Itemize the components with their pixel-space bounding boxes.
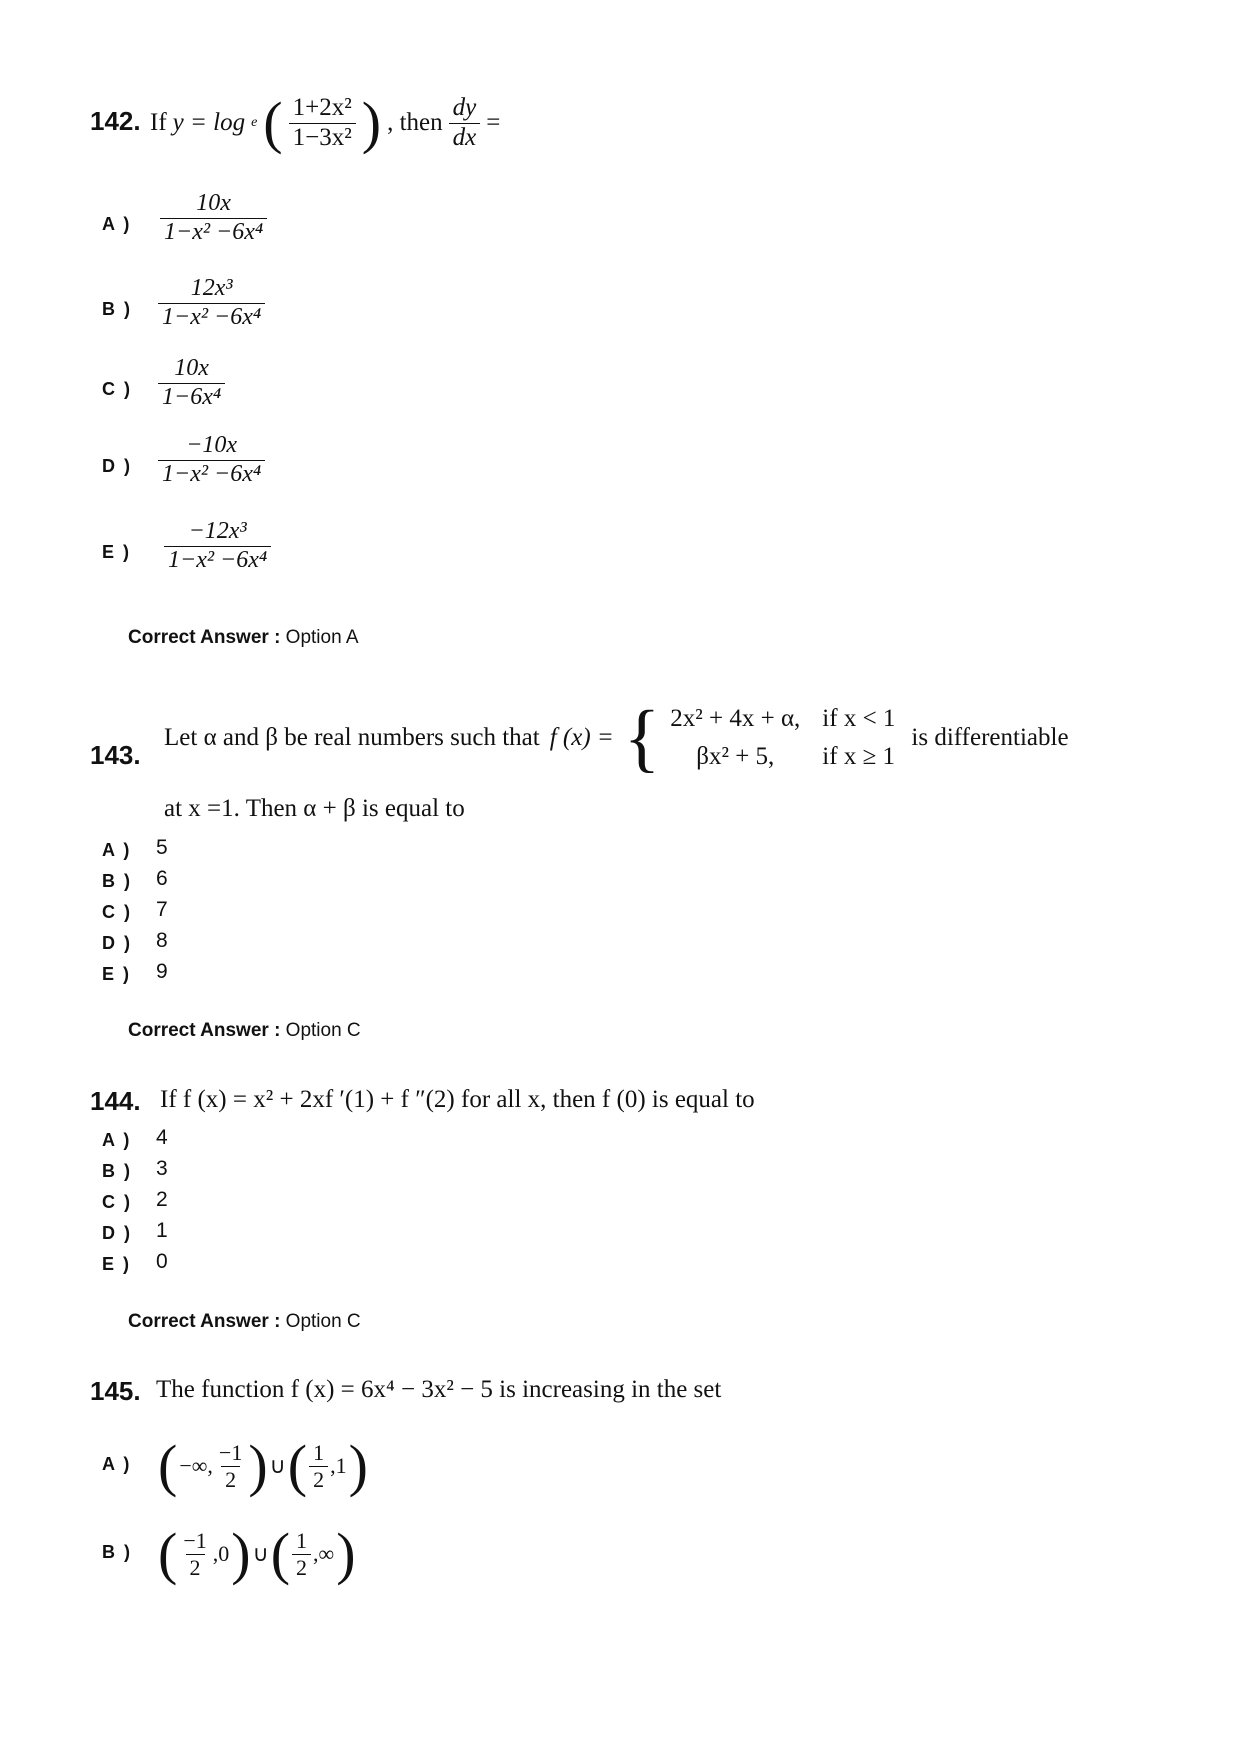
fraction-denominator: 2 — [221, 1466, 240, 1492]
question-number: 142. — [90, 106, 141, 136]
fraction-numerator: −1 — [218, 1440, 243, 1466]
option-143-e[interactable] — [102, 960, 302, 988]
option-label: B ) — [102, 1161, 132, 1181]
answer-label: Correct Answer : — [128, 627, 281, 648]
dydx-fraction — [449, 94, 481, 153]
fraction-denominator: 2 — [309, 1466, 328, 1492]
fraction-denominator: 1−3x² — [289, 123, 356, 153]
fraction-denominator: 1−x² −6x⁴ — [158, 303, 265, 332]
option-label: A ) — [102, 1130, 132, 1150]
union-symbol: ∪ — [269, 1453, 286, 1478]
option-fraction — [164, 518, 271, 574]
equals-sign: = — [486, 109, 501, 136]
option-145-b[interactable] — [102, 1516, 522, 1592]
left-paren: ( — [263, 90, 283, 155]
question-stem: If f (x) = x² + 2xf ′(1) + f ″(2) for all x, then f (0) is equal to — [160, 1086, 755, 1113]
option-142-a[interactable] — [102, 190, 502, 264]
option-label: D ) — [102, 933, 132, 953]
question-stem — [150, 88, 500, 158]
option-142-e[interactable] — [102, 518, 502, 592]
fraction-denominator: 1−6x⁴ — [158, 383, 225, 412]
option-value: 6 — [156, 867, 168, 890]
question-stem — [164, 688, 1069, 788]
option-fraction — [158, 355, 225, 411]
option-label: A ) — [102, 840, 132, 860]
interval-fraction — [215, 1440, 246, 1492]
fraction-denominator: 1−x² −6x⁴ — [160, 218, 267, 247]
option-value: 0 — [156, 1250, 168, 1273]
fraction-numerator: 10x — [174, 355, 209, 381]
option-label: D ) — [102, 1223, 132, 1243]
option-label: C ) — [102, 902, 132, 922]
left-paren: ( — [158, 1521, 178, 1586]
left-paren: ( — [270, 1521, 291, 1586]
log-base: e — [251, 115, 258, 130]
fraction-denominator: 1−x² −6x⁴ — [158, 460, 265, 489]
option-144-d[interactable] — [102, 1219, 302, 1247]
stem-fx: f (x) = — [549, 724, 614, 751]
stem-y-log: y = log — [172, 109, 246, 136]
stem-text: If — [150, 109, 167, 136]
fraction-denominator: 2 — [186, 1554, 205, 1580]
option-145-a[interactable] — [102, 1428, 522, 1504]
log-argument-fraction — [289, 94, 356, 153]
option-label: B ) — [102, 1542, 132, 1562]
interval-end: ,1 — [330, 1453, 347, 1478]
option-label: E ) — [102, 1254, 132, 1274]
option-fraction — [160, 190, 267, 246]
option-142-c[interactable] — [102, 355, 502, 429]
question-stem-line2: at x =1. Then α + β is equal to — [164, 795, 465, 822]
question-142 — [90, 88, 1190, 158]
case2-condition: if x ≥ 1 — [822, 743, 896, 770]
option-value: 2 — [156, 1188, 168, 1211]
correct-answer-143 — [128, 1020, 361, 1042]
option-label: C ) — [102, 379, 132, 399]
option-label: E ) — [102, 964, 132, 984]
option-value: 4 — [156, 1126, 168, 1149]
right-paren: ) — [348, 1433, 368, 1498]
option-label: A ) — [102, 1454, 132, 1474]
piecewise-cases — [670, 705, 895, 771]
option-142-b[interactable] — [102, 275, 502, 349]
correct-answer-144 — [128, 1311, 361, 1333]
option-143-b[interactable] — [102, 867, 302, 895]
option-label: B ) — [102, 299, 132, 319]
case2-expression: βx² + 5, — [696, 743, 775, 770]
option-143-c[interactable] — [102, 898, 302, 926]
interval-fraction — [292, 1528, 311, 1580]
fraction-denominator: 2 — [292, 1554, 311, 1580]
option-fraction — [158, 275, 265, 331]
option-143-a[interactable] — [102, 836, 302, 864]
option-label: D ) — [102, 456, 132, 476]
interval-end: ,0 — [212, 1541, 230, 1566]
case1-condition: if x < 1 — [822, 705, 896, 732]
interval-fraction — [179, 1528, 210, 1580]
question-number: 145. — [90, 1376, 141, 1406]
stem-then: , then — [387, 109, 443, 136]
option-label: E ) — [102, 542, 132, 562]
fraction-numerator: 1 — [296, 1528, 308, 1554]
question-number: 144. — [90, 1086, 141, 1116]
fraction-denominator: dx — [449, 123, 481, 153]
option-interval-expression — [158, 1516, 356, 1592]
left-paren: ( — [287, 1433, 308, 1498]
fraction-numerator: −1 — [183, 1528, 207, 1554]
interval-start: −∞, — [179, 1453, 213, 1478]
fraction-numerator: 12x³ — [190, 275, 233, 301]
answer-label: Correct Answer : — [128, 1311, 281, 1332]
option-value: 1 — [156, 1219, 168, 1242]
option-label: A ) — [102, 214, 132, 234]
option-value: 7 — [156, 898, 168, 921]
answer-value: Option C — [285, 1311, 361, 1332]
fraction-numerator: 1 — [313, 1440, 325, 1466]
question-stem: The function f (x) = 6x⁴ − 3x² − 5 is increasing in the set — [156, 1376, 722, 1403]
right-paren: ) — [361, 90, 382, 155]
option-value: 3 — [156, 1157, 168, 1180]
option-label: B ) — [102, 871, 132, 891]
answer-value: Option A — [285, 627, 359, 648]
right-paren: ) — [231, 1521, 251, 1586]
option-142-d[interactable] — [102, 432, 502, 506]
stem-text-end: is differentiable — [911, 724, 1069, 751]
case1-expression: 2x² + 4x + α, — [670, 705, 801, 732]
answer-label: Correct Answer : — [128, 1020, 281, 1041]
option-143-d[interactable] — [102, 929, 302, 957]
fraction-denominator: 1−x² −6x⁴ — [164, 546, 271, 575]
correct-answer-142 — [128, 627, 359, 649]
fraction-numerator: dy — [452, 93, 477, 121]
option-value: 5 — [156, 836, 168, 859]
fraction-numerator: 1+2x² — [292, 93, 352, 121]
left-paren: ( — [158, 1433, 178, 1498]
answer-value: Option C — [285, 1020, 361, 1041]
right-paren: ) — [336, 1521, 356, 1586]
option-144-a[interactable] — [102, 1126, 302, 1154]
fraction-numerator: −12x³ — [188, 518, 247, 544]
option-label: C ) — [102, 1192, 132, 1212]
question-number: 143. — [90, 740, 141, 770]
fraction-numerator: 10x — [196, 190, 231, 216]
union-symbol: ∪ — [252, 1541, 269, 1566]
option-value: 9 — [156, 960, 168, 983]
interval-end: ,∞ — [313, 1541, 335, 1566]
fraction-numerator: −10x — [186, 432, 238, 458]
option-144-e[interactable] — [102, 1250, 302, 1278]
option-value: 8 — [156, 929, 168, 952]
option-144-c[interactable] — [102, 1188, 302, 1216]
option-144-b[interactable] — [102, 1157, 302, 1185]
right-paren: ) — [248, 1433, 268, 1498]
option-fraction — [158, 432, 265, 488]
stem-text: Let α and β be real numbers such that — [164, 724, 540, 751]
left-brace: { — [623, 696, 661, 780]
option-interval-expression — [158, 1428, 368, 1504]
interval-fraction — [309, 1440, 328, 1492]
